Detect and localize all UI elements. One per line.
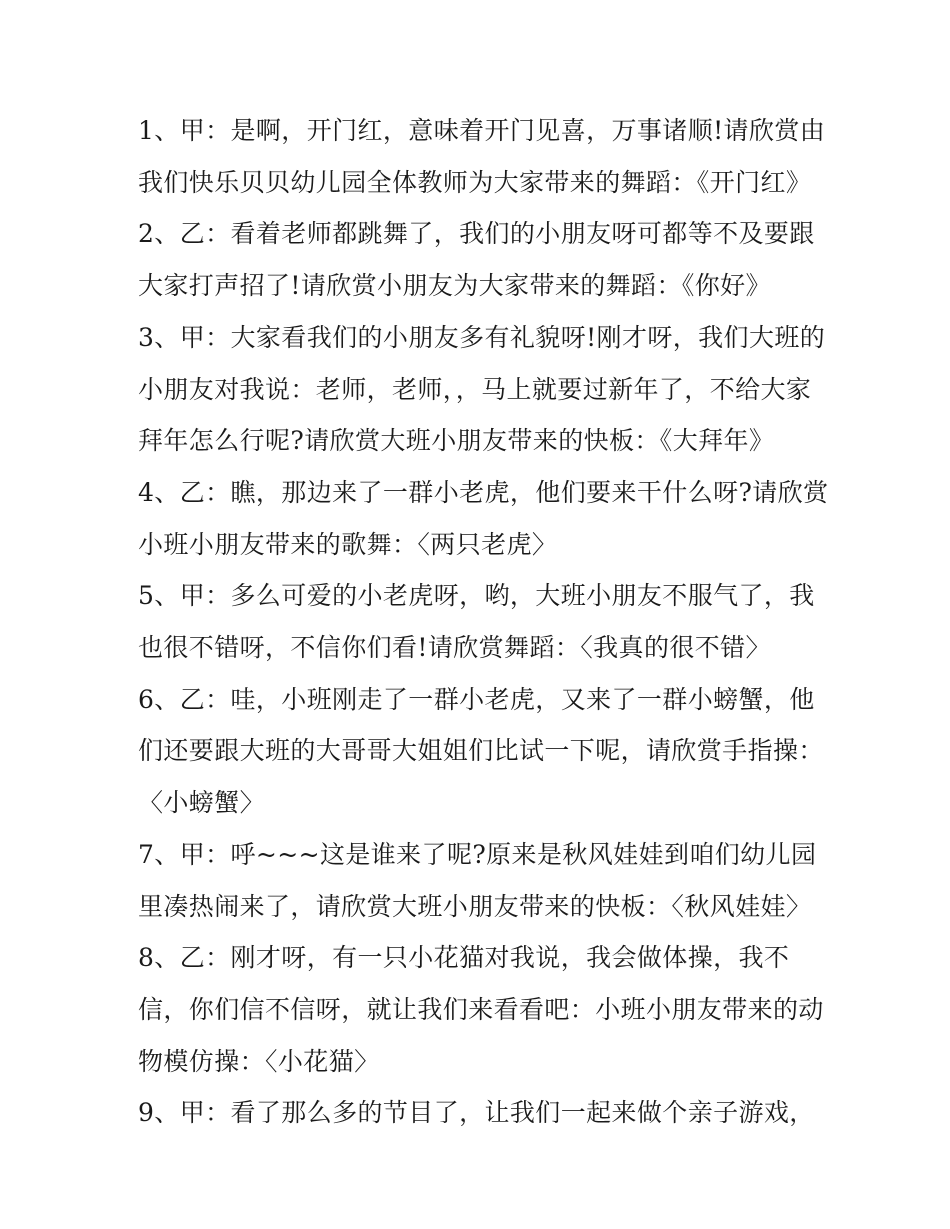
text-line: 〈小螃蟹〉: [138, 788, 266, 818]
text-line: 1、甲：是啊，开门红，意味着开门见喜，万事诸顺!请欣赏由: [138, 116, 826, 145]
text-line: 8、乙：刚才呀，有一只小花猫对我说，我会做体操，我不: [138, 943, 790, 973]
text-line: 6、乙：哇，小班刚走了一群小老虎，又来了一群小螃蟹，他: [138, 684, 815, 714]
text-line: 拜年怎么行呢?请欣赏大班小朋友带来的快板：《大拜年》: [138, 426, 775, 456]
text-line: 小班小朋友带来的歌舞：〈两只老虎〉: [138, 529, 558, 559]
text-line: 7、甲：呼~~~这是谁来了呢?原来是秋风娃娃到咱们幼儿园: [138, 839, 817, 869]
text-line: 5、甲：多么可爱的小老虎呀，哟，大班小朋友不服气了，我: [138, 581, 815, 611]
text-line: 4、乙：瞧，那边来了一群小老虎，他们要来干什么呀?请欣赏: [138, 477, 829, 507]
text-line: 们还要跟大班的大哥哥大姐姐们比试一下呢，请欣赏手指操：: [138, 736, 824, 766]
text-line: 2、乙：看着老师都跳舞了，我们的小朋友呀可都等不及要跟: [138, 219, 815, 249]
text-line: 信，你们信不信呀，就让我们来看看吧：小班小朋友带来的动: [138, 994, 824, 1024]
text-line: 我们快乐贝贝幼儿园全体教师为大家带来的舞蹈：《开门红》: [138, 167, 812, 197]
text-line: 里凑热闹来了，请欣赏大班小朋友带来的快板：〈秋风娃娃〉: [138, 891, 812, 921]
text-line: 小朋友对我说：老师，老师，，马上就要过新年了，不给大家: [138, 374, 812, 404]
text-line: 也很不错呀，不信你们看!请欣赏舞蹈：〈我真的很不错〉: [138, 633, 771, 663]
text-line: 9、甲：看了那么多的节目了，让我们一起来做个亲子游戏，: [138, 1098, 815, 1128]
text-line: 物模仿操：〈小花猫〉: [138, 1046, 380, 1076]
text-line: 大家打声招了!请欣赏小朋友为大家带来的舞蹈：《你好》: [138, 271, 771, 301]
text-line: 3、甲：大家看我们的小朋友多有礼貌呀!刚才呀，我们大班的: [138, 322, 826, 352]
